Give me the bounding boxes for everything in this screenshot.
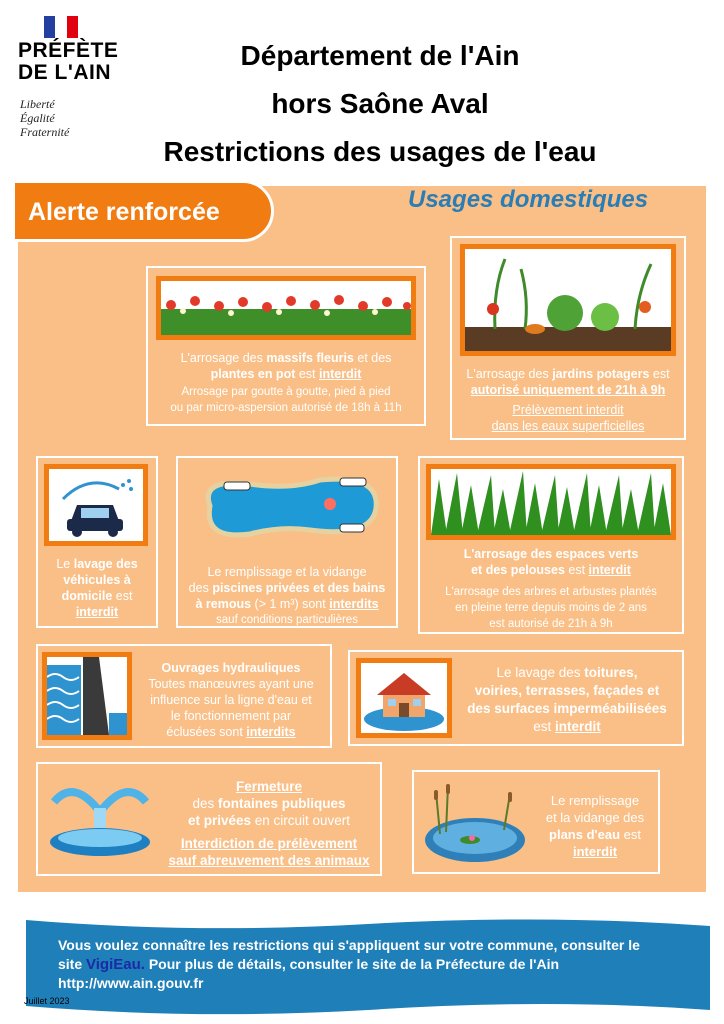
motto-egalite: Égalité xyxy=(20,111,55,125)
massifs-text: L'arrosage des massifs fleuris et des plantes en pot est interdit Arrosage par goutte à goutte, pied à pied ou par micro-aspersion autorisé de 18h à 11h xyxy=(170,351,402,414)
footer-line-2: site VigiEau. Pour plus de détails, consulter le site de la Préfecture de l'Ain xyxy=(58,956,560,973)
page-title-line-2: hors Saône Aval xyxy=(271,88,489,119)
fontaines-text: Fermeture des fontaines publiques et privées en circuit ouvert Interdiction de prélèvement sauf abreuvement des animaux xyxy=(168,779,370,868)
toitures-text: Le lavage des toitures, voiries, terrasses, façades et des surfaces imperméabilisées est interdit xyxy=(467,665,667,734)
publication-date: Juillet 2023 xyxy=(24,996,70,1006)
dam-illustration xyxy=(42,652,132,740)
espaces-verts-text: L'arrosage des espaces verts et des pelouses est interdit L'arrosage des arbres et arbustes plantés en pleine terre depuis moins de 2 ans est autorisé de 21h à 9h xyxy=(445,547,657,630)
footer-info-text xyxy=(58,936,678,993)
potagers-text: L'arrosage des jardins potagers est autorisé uniquement de 21h à 9h Prélèvement interdit dans les eaux superficielles xyxy=(466,367,670,433)
footer-line-1: Vous voulez connaître les restrictions qui s'appliquent sur votre commune, consulter le xyxy=(58,937,640,953)
category-heading: Usages domestiques xyxy=(408,186,649,213)
house-illustration xyxy=(356,658,452,738)
republique-flag-logo xyxy=(44,16,78,38)
alert-level-text: Alerte renforcée xyxy=(28,198,220,226)
plans-eau-text: Le remplissage et la vidange des plans d'eau est interdit xyxy=(545,793,645,859)
vigieau-link[interactable]: VigiEau. xyxy=(86,956,145,973)
page-title-line-1: Département de l'Ain xyxy=(240,40,520,71)
republic-motto xyxy=(20,97,69,139)
logo-line-2: DE L'AIN xyxy=(18,61,111,84)
flowers-illustration xyxy=(156,276,416,340)
motto-liberte: Liberté xyxy=(20,97,55,111)
pool-illustration xyxy=(190,468,386,544)
prefecture-url-link[interactable]: http://www.ain.gouv.fr xyxy=(58,975,204,991)
piscines-text: Le remplissage et la vidange des piscines privées et des bains à remous (> 1 m³) sont interdits sauf conditions particulières xyxy=(188,565,386,626)
motto-fraternite: Fraternité xyxy=(20,125,70,139)
logo-line-1: PRÉFÈTE xyxy=(18,39,119,62)
vehicules-text: Le lavage des véhicules à domicile est interdit xyxy=(56,557,138,619)
fountain-illustration xyxy=(44,772,156,866)
pond-illustration xyxy=(420,778,530,868)
grass-illustration xyxy=(426,464,676,540)
prefecture-logo-text xyxy=(18,40,118,84)
vegetable-garden-illustration xyxy=(460,244,676,356)
page-title-line-3: Restrictions des usages de l'eau xyxy=(163,136,597,167)
car-wash-illustration xyxy=(44,464,148,546)
ouvrages-text: Ouvrages hydrauliques Toutes manœuvres ayant une influence sur la ligne d'eau et le fonctionnement par éclusées sont interdits xyxy=(148,661,314,739)
